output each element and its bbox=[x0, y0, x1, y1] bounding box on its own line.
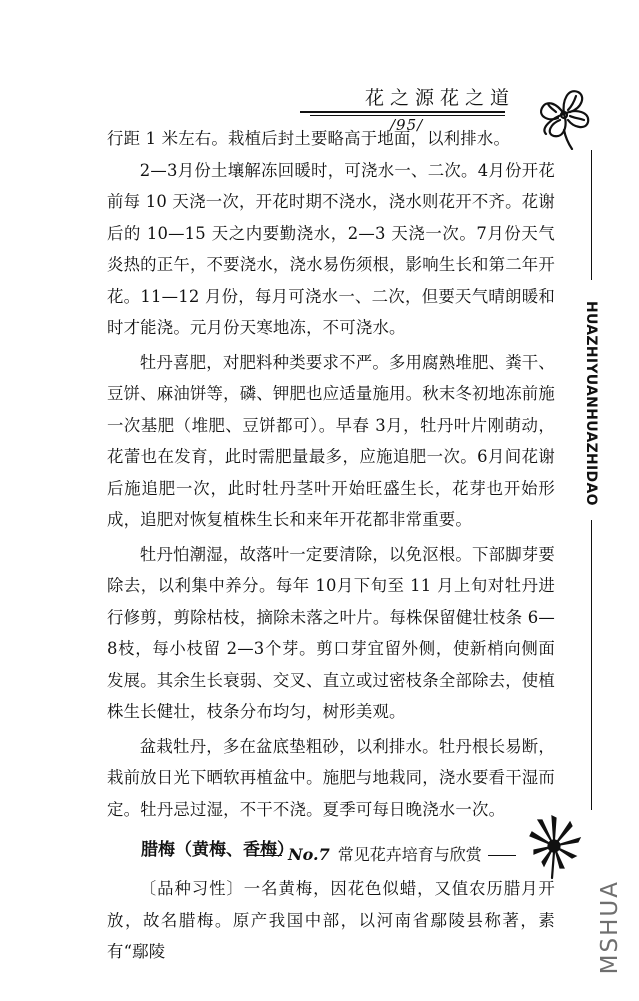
watermark: MSHUA bbox=[597, 880, 623, 975]
side-rule-bottom bbox=[591, 520, 592, 810]
paragraph: 2—3月份土壤解冻回暖时，可浇水一、二次。4月份开花前每 10 天浇一次，开花时期不浇水，浇水则花开不齐。花谢后的 10—15 天之内要勤浇水，2—3 天浇一次。7月份天气炎热的正午，不要浇水，浇水易伤须根，影响生长和第二年开花。11—12 月份，每月可浇水一、二次，但要天气晴朗暖和时才能浇。元月份天寒地冻，不可浇水。 bbox=[107, 160, 555, 337]
chapter-title: 常见花卉培育与欣赏 bbox=[337, 845, 482, 864]
paragraph: 行距 1 米左右。栽植后封土要略高于地面，以利排水。 bbox=[107, 129, 511, 148]
footer-dash bbox=[488, 855, 516, 856]
header-rule bbox=[300, 111, 505, 113]
side-running-title: HUAZHIYUANHUAZHIDAO bbox=[583, 300, 599, 506]
body-text bbox=[107, 123, 555, 968]
side-rule-top bbox=[591, 150, 592, 280]
page-number: /95/ bbox=[390, 116, 424, 134]
chapter-number: No.7 bbox=[288, 845, 330, 864]
footer-dash bbox=[254, 855, 282, 856]
page-footer bbox=[248, 842, 522, 865]
paragraph: 牡丹怕潮湿，故落叶一定要清除，以免沤根。下部脚芽要除去，以利集中养分。每年 10月下旬至 11 月上旬对牡丹进行修剪，剪除枯枝，摘除未落之叶片。每株保留健壮枝条 6—8枝，每小枝留 2—3个芽。剪口芽宜留外侧，使新梢向侧面发展。其余生长衰弱、交叉、直立或过密枝条全部除去，使植株生长健壮，枝条分布均匀，树形美观。 bbox=[107, 544, 555, 721]
plant-ornament-icon bbox=[522, 810, 586, 880]
paragraph: 牡丹喜肥，对肥料种类要求不严。多用腐熟堆肥、粪干、豆饼、麻油饼等，磷、钾肥也应适量施用。秋末冬初地冻前施一次基肥（堆肥、豆饼都可）。早春 3月，牡丹叶片刚萌动，花蕾也在发育，此时需肥量最多，应施追肥一次。6月间花谢后施追肥一次，此时牡丹茎叶开始旺盛生长，花芽也开始形成，追肥对恢复植株生长和来年开花都非常重要。 bbox=[107, 352, 555, 529]
paragraph: 〔品种习性〕一名黄梅，因花色似蜡，又值农历腊月开放，故名腊梅。原产我国中部，以河南省鄢陵县称著，素有“鄢陵 bbox=[107, 879, 555, 961]
paragraph: 盆栽牡丹，多在盆底垫粗砂，以利排水。牡丹根长易断，栽前放日光下晒软再植盆中。施肥与地栽同，浇水要看干湿而定。牡丹忌过湿，不干不浇。夏季可每日晚浇水一次。 bbox=[107, 736, 555, 819]
header-title: 花之源花之道 bbox=[364, 87, 515, 109]
section-heading: 腊梅（黄梅、香梅） bbox=[141, 840, 294, 860]
